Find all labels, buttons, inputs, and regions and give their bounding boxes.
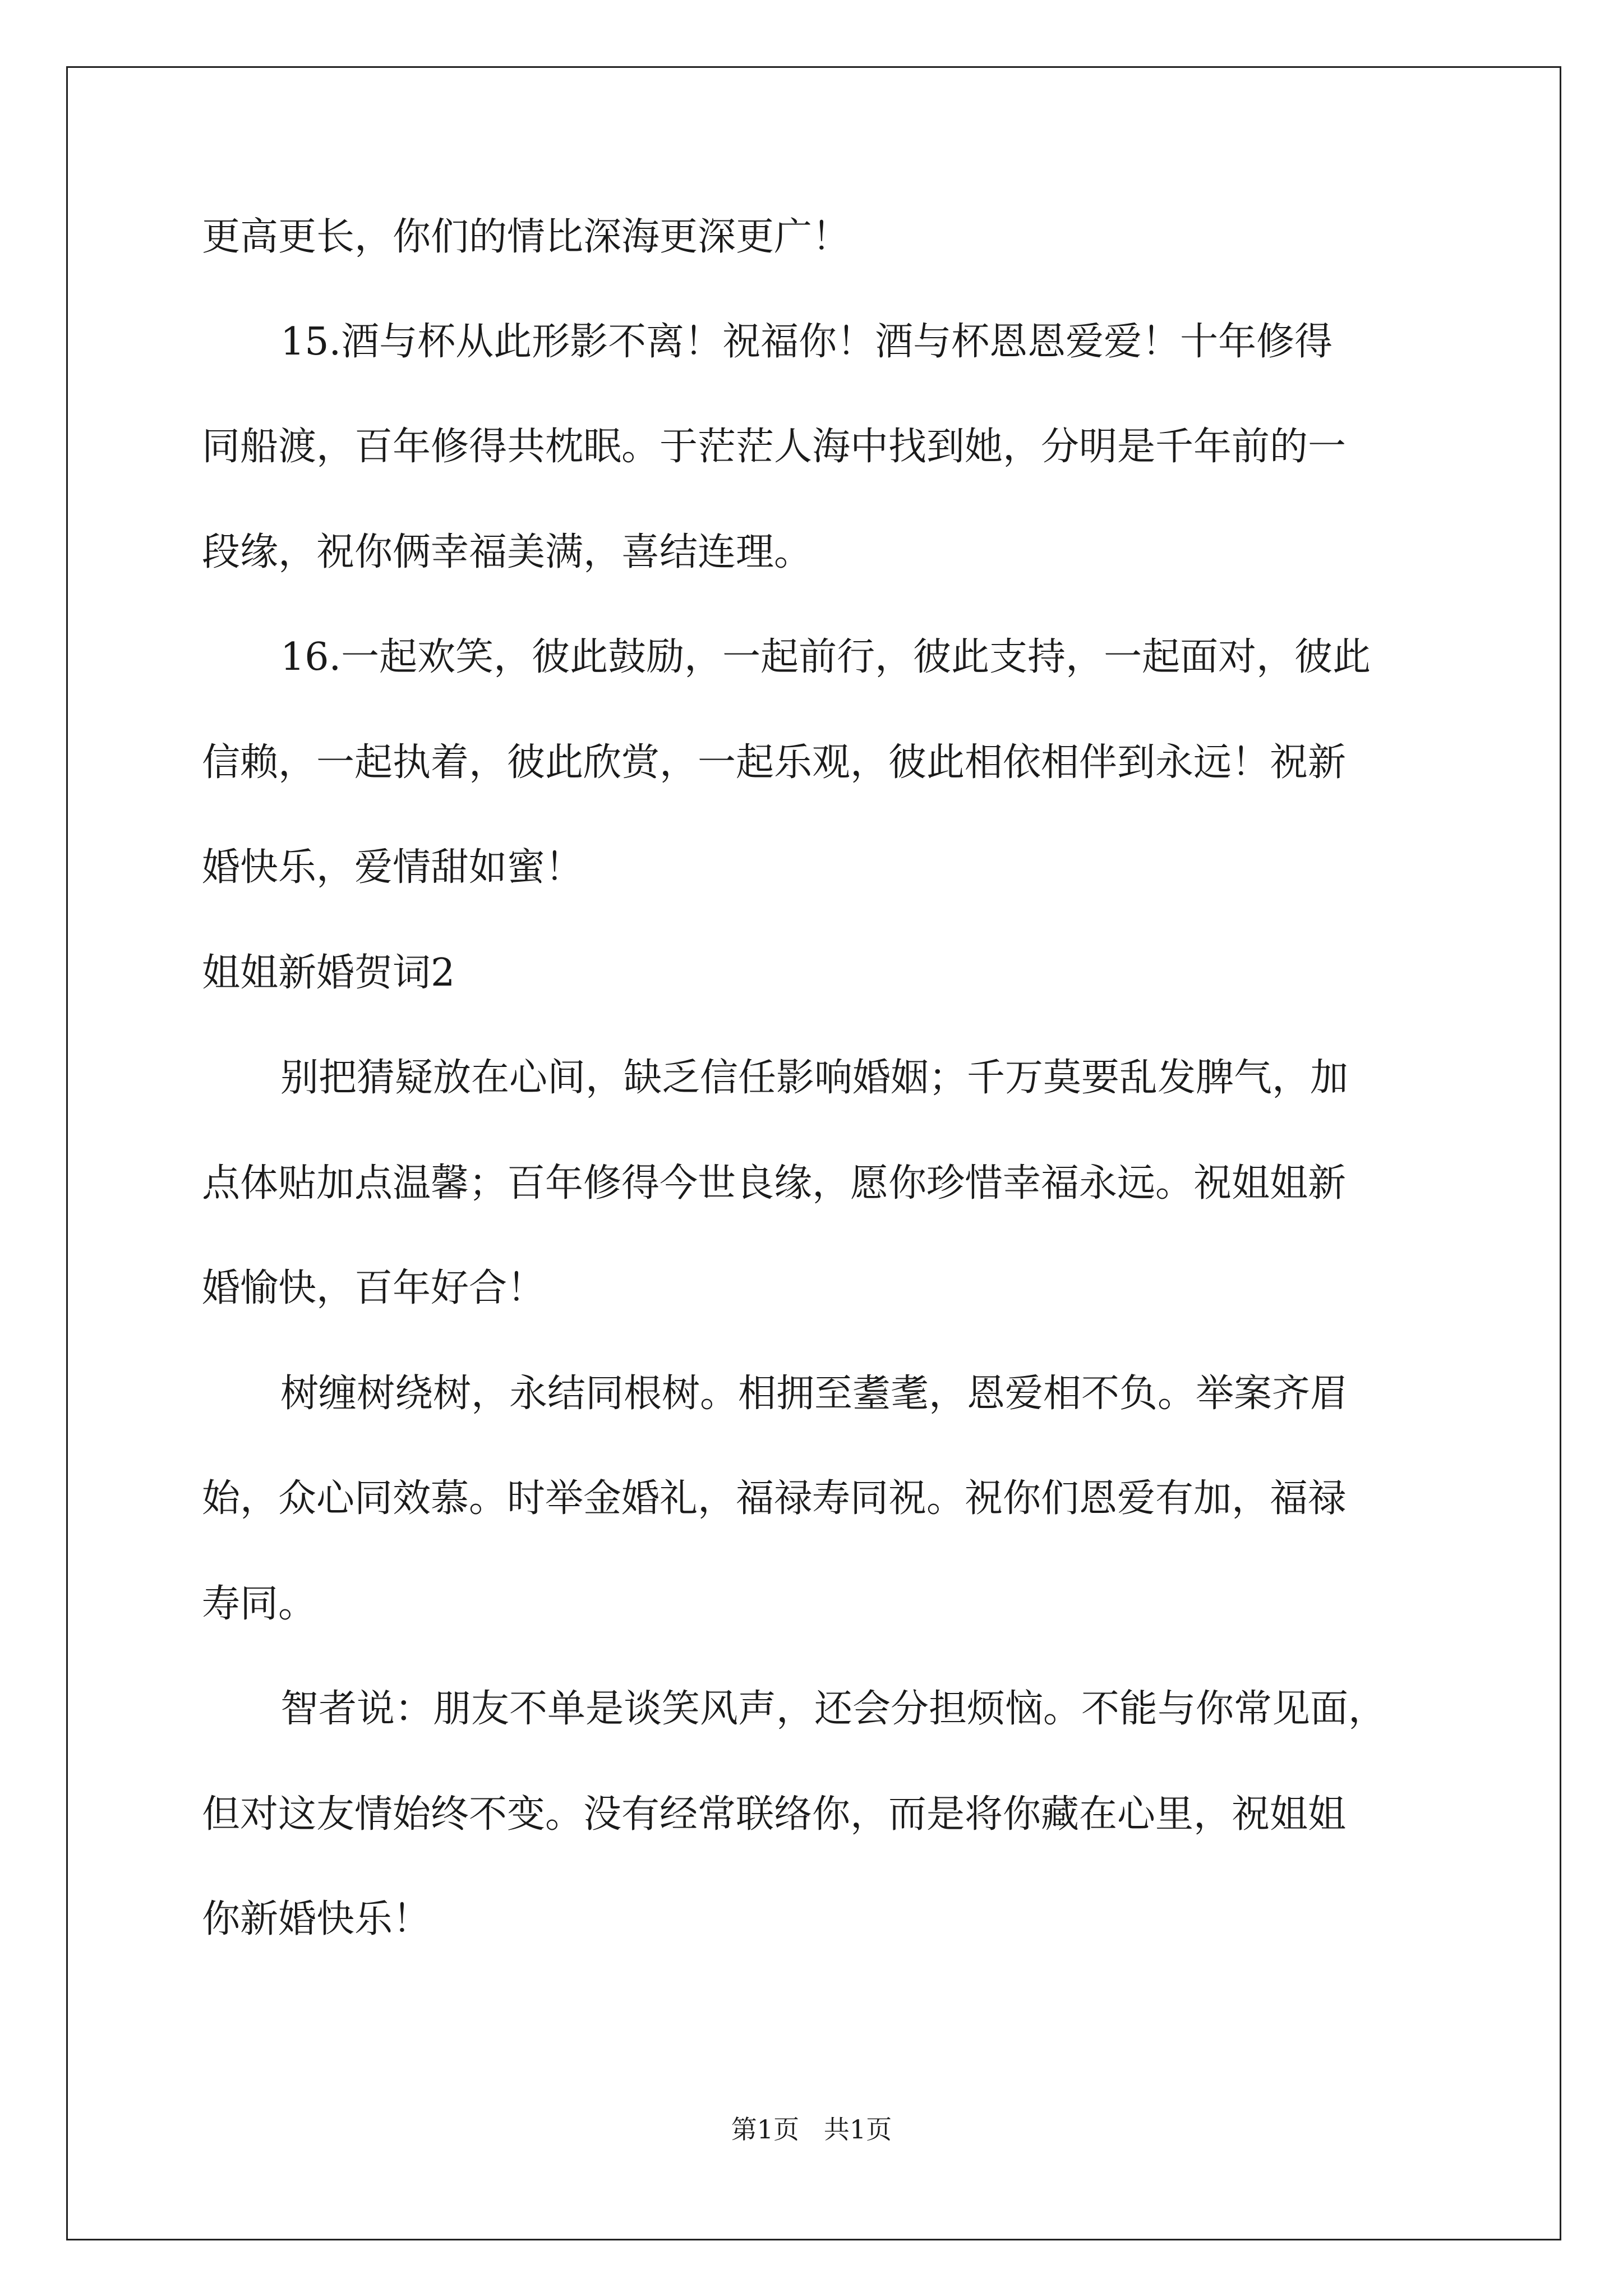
text-line: 段缘，祝你俩幸福美满，喜结连理。 (202, 530, 813, 574)
paragraph-first-line: 智者说：朋友不单是谈笑风声，还会分担烦恼。不能与你常见面， (280, 1687, 1387, 1731)
text-line: 你新婚快乐！ (202, 1897, 431, 1941)
text-line: 同船渡，百年修得共枕眠。于茫茫人海中找到她，分明是千年前的一 (202, 425, 1347, 469)
text-line: 信赖，一起执着，彼此欣赏，一起乐观，彼此相依相伴到永远！祝新 (202, 740, 1347, 785)
text-line: 婚快乐，爱情甜如蜜！ (202, 845, 584, 890)
text-line: 点体贴加点温馨；百年修得今世良缘，愿你珍惜幸福永远。祝姐姐新 (202, 1161, 1347, 1205)
paragraph-first-line: 树缠树绕树，永结同根树。相拥至耋耄，恩爱相不负。举案齐眉 (280, 1372, 1349, 1416)
page-number-footer: 第1页 共1页 (731, 2114, 892, 2145)
text-line: 始，众心同效慕。时举金婚礼，福禄寿同祝。祝你们恩爱有加，福禄 (202, 1476, 1347, 1521)
paragraph-first-line: 16.一起欢笑，彼此鼓励，一起前行，彼此支持，一起面对，彼此 (280, 635, 1371, 679)
paragraph-first-line: 别把猜疑放在心间，缺乏信任影响婚姻；千万莫要乱发脾气，加 (280, 1056, 1349, 1100)
text-line: 婚愉快，百年好合！ (202, 1266, 546, 1310)
text-line: 寿同。 (202, 1582, 317, 1626)
paragraph-first-line: 15.酒与杯从此形影不离！祝福你！酒与杯恩恩爱爱！十年修得 (280, 320, 1333, 364)
text-line: 但对这友情始终不变。没有经常联络你，而是将你藏在心里，祝姐姐 (202, 1792, 1347, 1837)
section-heading: 姐姐新婚贺词2 (202, 951, 455, 995)
text-line: 更高更长，你们的情比深海更深更广！ (202, 215, 851, 259)
